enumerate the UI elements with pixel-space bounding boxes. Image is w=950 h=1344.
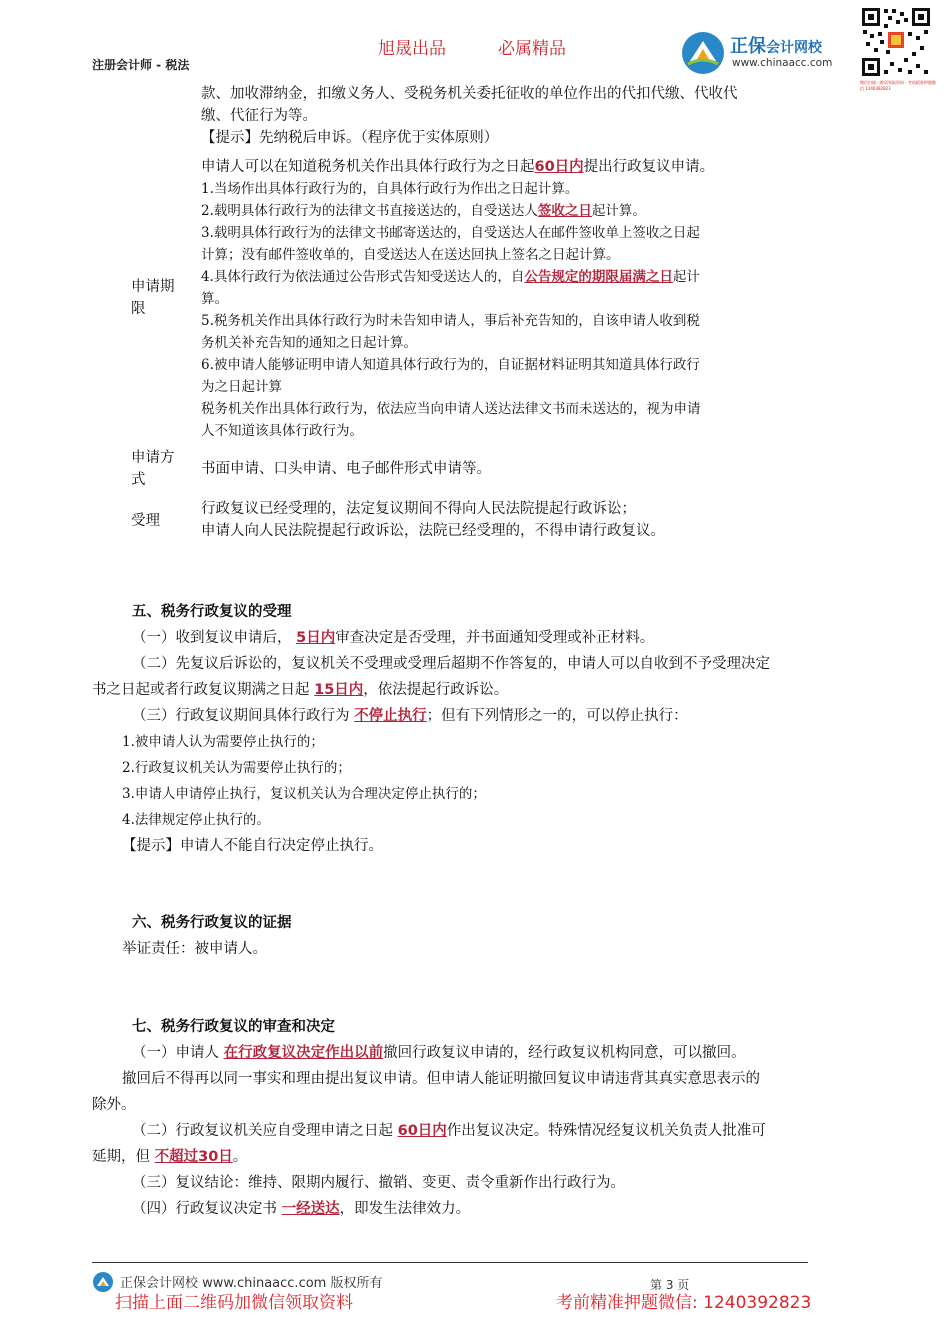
sec7-item-1b-line-1: 撤回后不得再以同一事实和理由提出复议申请。但申请人能证明撤回复议申请违背其真实意思表示的 <box>122 1071 760 1087</box>
slogan-left: 旭晟出品 <box>378 39 446 59</box>
sec5-item-2-line-2: 书之日起或者行政复议期满之日起 15日内，依法提起行政诉讼。 <box>92 682 509 698</box>
sec5-item-2-line-1: （二）先复议后诉讼的，复议机关不受理或受理后超期不作答复的，申请人可以自收到不予受理决定 <box>132 656 770 672</box>
emphasis-15-days: 15日内 <box>314 682 364 698</box>
logo-url: www.chinaacc.com <box>732 57 833 69</box>
period-rule-3-line-2: 计算；没有邮件签收单的，自受送达人在送达回执上签名之日起计算。 <box>201 247 620 263</box>
section-7-title: 七、税务行政复议的审查和决定 <box>132 1019 335 1035</box>
intro-line-2: 缴、代征行为等。 <box>201 108 317 124</box>
emphasis-once-served: 一经送达 <box>281 1201 340 1217</box>
emphasis-announcement-date: 公告规定的期限届满之日 <box>524 269 673 285</box>
period-rule-4-line-2: 算。 <box>201 291 228 307</box>
accept-line-2: 申请人向人民法院提起行政诉讼，法院已经受理的，不得申请行政复议。 <box>201 523 665 539</box>
method-label-1: 申请方 <box>131 450 175 466</box>
promo-right: 考前精准押题微信: 1240392823 <box>556 1293 812 1313</box>
emphasis-before-decision: 在行政复议决定作出以前 <box>223 1045 384 1061</box>
footer-divider <box>92 1262 808 1263</box>
qr-caption: 微信扫描二维码领取资料 · 考前精准押题微信 1240392823 <box>860 80 936 91</box>
sec5-item-1: （一）收到复议申请后， 5日内审查决定是否受理，并书面通知受理或补正材料。 <box>132 630 655 646</box>
course-title: 注册会计师 - 税法 <box>92 58 190 72</box>
section-5-title: 五、税务行政复议的受理 <box>132 604 292 620</box>
slogan-right: 必属精品 <box>498 39 566 59</box>
sec5-list-3: 3.申请人申请停止执行，复议机关认为合理决定停止执行的； <box>122 786 486 802</box>
period-label-2: 限 <box>131 301 146 317</box>
section-6-title: 六、税务行政复议的证据 <box>132 915 292 931</box>
method-label-2: 式 <box>131 472 146 488</box>
logo-emblem-icon <box>680 30 726 76</box>
emphasis-30-days: 不超过30日 <box>154 1149 233 1165</box>
period-rule-1: 1.当场作出具体行政行为的，自具体行政行为作出之日起计算。 <box>201 181 579 197</box>
sec7-item-3: （三）复议结论：维持、限期内履行、撤销、变更、责令重新作出行政行为。 <box>132 1175 625 1191</box>
emphasis-5-days: 5日内 <box>296 630 336 646</box>
accept-label: 受理 <box>131 513 160 529</box>
emphasis-not-suspend: 不停止执行 <box>354 708 427 724</box>
site-logo[interactable] <box>680 30 860 78</box>
period-note-line-2: 人不知道该具体行政行为。 <box>201 423 363 439</box>
promo-left: 扫描上面二维码加微信领取资料 <box>115 1293 353 1313</box>
sec5-tip: 【提示】申请人不能自行决定停止执行。 <box>122 838 383 854</box>
period-rule-6-line-1: 6.被申请人能够证明申请人知道具体行政行为的，自证据材料证明其知道具体行政行 <box>201 357 700 373</box>
footer-copyright: 正保会计网校 www.chinaacc.com 版权所有 <box>120 1276 383 1291</box>
emphasis-60-days-decision: 60日内 <box>397 1123 447 1139</box>
intro-line-1: 款、加收滞纳金，扣缴义务人、受税务机关委托征收的单位作出的代扣代缴、代收代 <box>201 86 738 102</box>
period-rule-5-line-2: 务机关补充告知的通知之日起计算。 <box>201 335 417 351</box>
sec5-item-3: （三）行政复议期间具体行政行为 不停止执行；但有下列情形之一的，可以停止执行： <box>132 708 688 724</box>
wechat-qr-code <box>860 6 932 78</box>
period-intro: 申请人可以在知道税务机关作出具体行政行为之日起60日内提出行政复议申请。 <box>201 159 715 175</box>
sec7-item-1: （一）申请人 在行政复议决定作出以前撤回行政复议申请的，经行政复议机构同意，可以撤回。 <box>132 1045 746 1061</box>
footer-logo-icon <box>92 1271 114 1293</box>
sec7-item-2-line-1: （二）行政复议机关应自受理申请之日起 60日内作出复议决定。特殊情况经复议机关负责人批准可 <box>132 1123 766 1139</box>
period-rule-6-line-2: 为之日起计算 <box>201 379 282 395</box>
sec7-item-2-line-2: 延期，但 不超过30日。 <box>92 1149 248 1165</box>
page-number: 第 3 页 <box>650 1278 690 1292</box>
period-rule-4: 4.具体行政行为依法通过公告形式告知受送达人的，自公告规定的期限届满之日起计 <box>201 269 700 285</box>
period-label-1: 申请期 <box>131 279 175 295</box>
sec5-list-4: 4.法律规定停止执行的。 <box>122 812 270 828</box>
accept-line-1: 行政复议已经受理的，法定复议期间不得向人民法院提起行政诉讼； <box>201 501 636 517</box>
period-rule-2: 2.载明具体行政行为的法律文书直接送达的，自受送达人签收之日起计算。 <box>201 203 646 219</box>
period-rule-5-line-1: 5.税务机关作出具体行政行为时未告知申请人，事后补充告知的，自该申请人收到税 <box>201 313 700 329</box>
intro-tip: 【提示】先纳税后申诉。（程序优于实体原则） <box>201 130 499 146</box>
sec5-list-2: 2.行政复议机关认为需要停止执行的； <box>122 760 351 776</box>
logo-name: 正保会计网校 <box>730 36 822 57</box>
emphasis-60-days: 60日内 <box>534 159 584 175</box>
sec7-item-4: （四）行政复议决定书 一经送达，即发生法律效力。 <box>132 1201 471 1217</box>
method-text: 书面申请、口头申请、电子邮件形式申请等。 <box>201 461 491 477</box>
sec6-text: 举证责任：被申请人。 <box>122 941 267 957</box>
sec7-item-1b-line-2: 除外。 <box>92 1097 136 1113</box>
emphasis-sign-date: 签收之日 <box>537 203 592 219</box>
period-rule-3-line-1: 3.载明具体行政行为的法律文书邮寄送达的，自受送达人在邮件签收单上签收之日起 <box>201 225 700 241</box>
period-note-line-1: 税务机关作出具体行政行为，依法应当向申请人送达法律文书而未送达的，视为申请 <box>201 401 701 417</box>
sec5-list-1: 1.被申请人认为需要停止执行的； <box>122 734 324 750</box>
